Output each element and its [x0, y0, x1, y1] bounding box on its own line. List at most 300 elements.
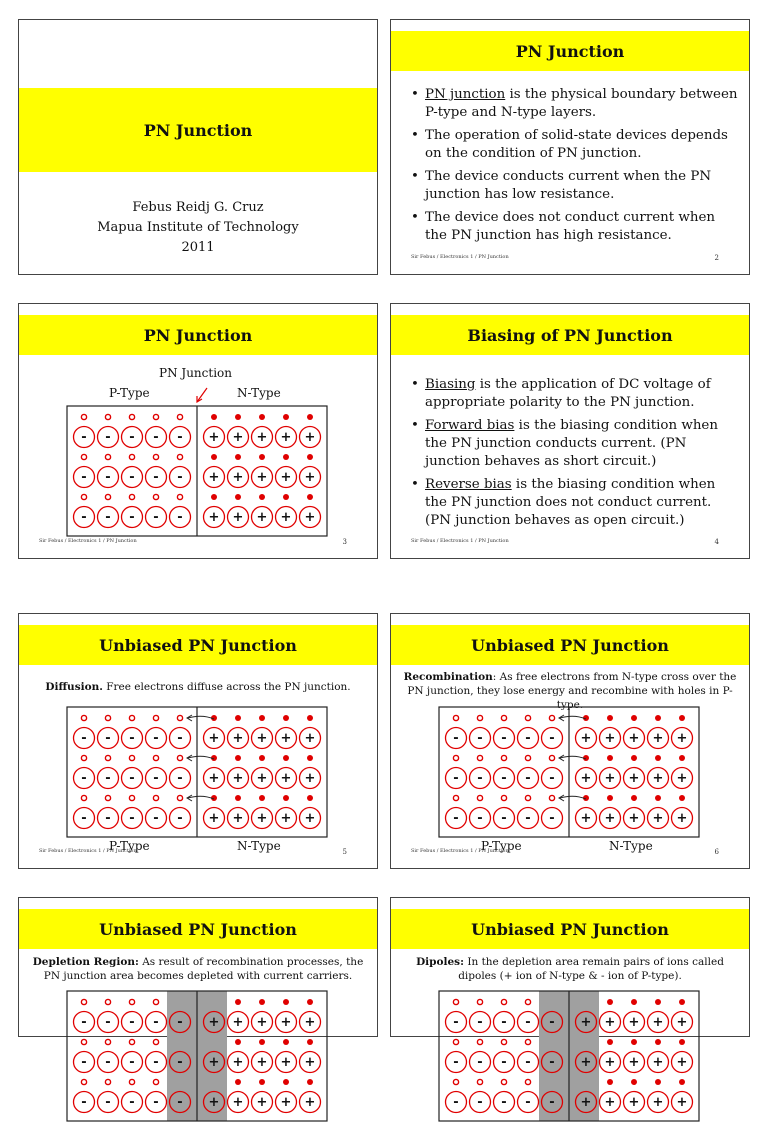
hole-carrier [477, 1079, 482, 1084]
electron-carrier [631, 1039, 637, 1045]
bullet-item: • Forward bias is the biasing condition when the PN junction conducts current. (PN junction behaves as short circuit.) [411, 417, 739, 471]
minus-sign: - [453, 1055, 459, 1070]
bullet-item: • Biasing is the application of DC voltage of appropriate polarity to the PN junction. [411, 376, 739, 412]
hole-carrier [105, 755, 110, 760]
hole-carrier [105, 1039, 110, 1044]
diffusion-arrow [188, 756, 214, 759]
junction-label: PN Junction [159, 366, 232, 380]
minus-sign: - [177, 1015, 183, 1030]
electron-carrier [235, 1079, 241, 1085]
plus-sign: + [280, 510, 292, 525]
recombination-diagram [438, 706, 700, 838]
hole-carrier [129, 795, 134, 800]
minus-sign: - [105, 510, 111, 525]
minus-sign: - [153, 1015, 159, 1030]
electron-carrier [283, 1079, 289, 1085]
hole-carrier [477, 1039, 482, 1044]
junction-arrow-icon [193, 386, 213, 406]
slide-title: PN Junction [515, 41, 625, 61]
hole-carrier [105, 414, 110, 419]
hole-carrier [153, 795, 158, 800]
hole-carrier [453, 1039, 458, 1044]
plus-sign: + [628, 1015, 640, 1030]
electron-carrier [283, 795, 289, 801]
plus-sign: + [256, 430, 268, 445]
plus-sign: + [208, 771, 220, 786]
hole-carrier [81, 414, 86, 419]
minus-sign: - [501, 731, 507, 746]
plus-sign: + [280, 731, 292, 746]
p-type-label: P-Type [481, 839, 522, 853]
slide-title-bar [391, 909, 749, 949]
plus-sign: + [676, 731, 688, 746]
electron-carrier [283, 454, 289, 460]
electron-carrier [679, 755, 685, 761]
electron-carrier [235, 1039, 241, 1045]
n-type-label: N-Type [237, 386, 281, 400]
plus-sign: + [208, 510, 220, 525]
slide-title: Unbiased PN Junction [99, 919, 297, 939]
electron-carrier [679, 1039, 685, 1045]
minus-sign: - [81, 731, 87, 746]
electron-carrier [307, 1039, 313, 1045]
hole-carrier [525, 1039, 530, 1044]
hole-carrier [81, 1079, 86, 1084]
electron-carrier [655, 795, 661, 801]
minus-sign: - [477, 1015, 483, 1030]
hole-carrier [525, 755, 530, 760]
slide-7 [18, 897, 378, 1110]
hole-carrier [453, 999, 458, 1004]
slide-title-bar [19, 315, 377, 355]
diffusion-diagram [66, 706, 328, 838]
author-block [19, 198, 377, 258]
hole-carrier [153, 999, 158, 1004]
minus-sign: - [525, 1015, 531, 1030]
electron-carrier [259, 1039, 265, 1045]
minus-sign: - [153, 1055, 159, 1070]
plus-sign: + [232, 1015, 244, 1030]
electron-carrier [283, 1039, 289, 1045]
plus-sign: + [604, 811, 616, 826]
hole-carrier [525, 715, 530, 720]
minus-sign: - [105, 430, 111, 445]
electron-carrier [211, 414, 217, 420]
minus-sign: - [525, 1055, 531, 1070]
plus-sign: + [628, 771, 640, 786]
hole-carrier [153, 454, 158, 459]
minus-sign: - [81, 811, 87, 826]
electron-carrier [283, 755, 289, 761]
minus-sign: - [177, 430, 183, 445]
minus-sign: - [549, 811, 555, 826]
hole-carrier [153, 494, 158, 499]
plus-sign: + [652, 771, 664, 786]
plus-sign: + [580, 731, 592, 746]
slide-title-bar [391, 31, 749, 71]
plus-sign: + [232, 811, 244, 826]
electron-carrier [283, 999, 289, 1005]
slide-title: PN Junction [143, 325, 253, 345]
minus-sign: - [81, 1015, 87, 1030]
minus-sign: - [453, 771, 459, 786]
electron-carrier [235, 755, 241, 761]
plus-sign: + [628, 1055, 640, 1070]
plus-sign: + [676, 771, 688, 786]
electron-carrier [307, 755, 313, 761]
hole-carrier [129, 755, 134, 760]
slide-footer: Sir Febus / Electronics 1 / PN Junction 4 [411, 538, 719, 546]
slide-6 [390, 613, 750, 869]
plus-sign: + [604, 1095, 616, 1110]
electron-carrier [235, 795, 241, 801]
minus-sign: - [105, 1095, 111, 1110]
plus-sign: + [256, 811, 268, 826]
minus-sign: - [129, 470, 135, 485]
hole-carrier [81, 795, 86, 800]
hole-carrier [177, 795, 182, 800]
minus-sign: - [525, 811, 531, 826]
hole-carrier [525, 1079, 530, 1084]
electron-carrier [283, 715, 289, 721]
electron-carrier [235, 494, 241, 500]
electron-carrier [307, 414, 313, 420]
minus-sign: - [153, 771, 159, 786]
minus-sign: - [153, 470, 159, 485]
hole-carrier [81, 494, 86, 499]
plus-sign: + [304, 1015, 316, 1030]
hole-carrier [177, 494, 182, 499]
slide-title-bar [19, 88, 377, 172]
plus-sign: + [604, 731, 616, 746]
hole-carrier [129, 414, 134, 419]
minus-sign: - [105, 771, 111, 786]
minus-sign: - [81, 510, 87, 525]
slide-title: PN Junction [143, 120, 253, 140]
minus-sign: - [129, 510, 135, 525]
electron-carrier [259, 715, 265, 721]
electron-carrier [607, 795, 613, 801]
hole-carrier [153, 414, 158, 419]
hole-carrier [501, 755, 506, 760]
plus-sign: + [304, 811, 316, 826]
minus-sign: - [105, 811, 111, 826]
plus-sign: + [232, 470, 244, 485]
electron-carrier [655, 755, 661, 761]
hole-carrier [81, 999, 86, 1004]
minus-sign: - [105, 470, 111, 485]
plus-sign: + [628, 811, 640, 826]
electron-carrier [259, 454, 265, 460]
minus-sign: - [81, 470, 87, 485]
plus-sign: + [232, 1055, 244, 1070]
dipoles-diagram [438, 990, 700, 1122]
slide-caption: Dipoles: In the depletion area remain pairs of ions called dipoles (+ ion of N-type & - ion of P-type). [416, 956, 724, 982]
minus-sign: - [153, 1095, 159, 1110]
slide-caption: Recombination: As free electrons from N-type cross over the PN junction, they lose energy and recombine with holes in P-type. [403, 671, 737, 711]
minus-sign: - [525, 731, 531, 746]
minus-sign: - [453, 1015, 459, 1030]
diffusion-arrow [560, 716, 586, 719]
hole-carrier [477, 795, 482, 800]
plus-sign: + [208, 1095, 220, 1110]
hole-carrier [525, 999, 530, 1004]
n-type-label: N-Type [609, 839, 653, 853]
minus-sign: - [453, 1095, 459, 1110]
hole-carrier [453, 755, 458, 760]
electron-carrier [655, 999, 661, 1005]
bullet-item: • Reverse bias is the biasing condition when the PN junction does not conduct current. (PN junction behaves as open circuit.) [411, 476, 739, 530]
electron-carrier [679, 999, 685, 1005]
hole-carrier [477, 755, 482, 760]
slide-title-bar [391, 625, 749, 665]
plus-sign: + [280, 1095, 292, 1110]
hole-carrier [549, 715, 554, 720]
bullet-item: • The operation of solid-state devices depends on the condition of PN junction. [411, 127, 739, 163]
plus-sign: + [256, 1095, 268, 1110]
slide-caption: Diffusion. Free electrons diffuse across the PN junction. [45, 681, 351, 693]
electron-carrier [631, 715, 637, 721]
plus-sign: + [256, 1015, 268, 1030]
hole-carrier [501, 1039, 506, 1044]
plus-sign: + [304, 510, 316, 525]
author-name: Febus Reidj G. Cruz [132, 200, 264, 215]
minus-sign: - [105, 1055, 111, 1070]
hole-carrier [453, 715, 458, 720]
electron-carrier [235, 454, 241, 460]
electron-carrier [307, 999, 313, 1005]
electron-carrier [283, 414, 289, 420]
electron-carrier [307, 454, 313, 460]
plus-sign: + [280, 470, 292, 485]
minus-sign: - [177, 510, 183, 525]
hole-carrier [549, 795, 554, 800]
plus-sign: + [280, 771, 292, 786]
minus-sign: - [525, 1095, 531, 1110]
minus-sign: - [129, 430, 135, 445]
slide-4 [390, 303, 750, 559]
electron-carrier [655, 1079, 661, 1085]
minus-sign: - [177, 731, 183, 746]
bullet-list [411, 86, 739, 250]
plus-sign: + [232, 771, 244, 786]
plus-sign: + [304, 430, 316, 445]
electron-carrier [259, 494, 265, 500]
plus-sign: + [304, 731, 316, 746]
p-type-label: P-Type [109, 839, 150, 853]
electron-carrier [211, 494, 217, 500]
plus-sign: + [256, 510, 268, 525]
hole-carrier [105, 454, 110, 459]
hole-carrier [501, 715, 506, 720]
minus-sign: - [177, 771, 183, 786]
plus-sign: + [304, 1095, 316, 1110]
hole-carrier [453, 1079, 458, 1084]
minus-sign: - [105, 1015, 111, 1030]
plus-sign: + [652, 811, 664, 826]
plus-sign: + [280, 430, 292, 445]
hole-carrier [105, 999, 110, 1004]
plus-sign: + [604, 1055, 616, 1070]
hole-carrier [501, 795, 506, 800]
plus-sign: + [580, 1015, 592, 1030]
electron-carrier [631, 755, 637, 761]
electron-carrier [307, 1079, 313, 1085]
electron-carrier [307, 715, 313, 721]
electron-carrier [235, 715, 241, 721]
diffusion-arrow [188, 716, 214, 719]
electron-carrier [679, 1079, 685, 1085]
electron-carrier [655, 1039, 661, 1045]
minus-sign: - [525, 771, 531, 786]
minus-sign: - [549, 1015, 555, 1030]
plus-sign: + [256, 1055, 268, 1070]
slide-3 [18, 303, 378, 559]
bullet-item: • PN junction is the physical boundary between P-type and N-type layers. [411, 86, 739, 122]
slide-title-bar [391, 315, 749, 355]
minus-sign: - [177, 1055, 183, 1070]
hole-carrier [105, 715, 110, 720]
slide-8 [390, 897, 750, 1110]
slide-2 [390, 19, 750, 275]
minus-sign: - [501, 771, 507, 786]
plus-sign: + [304, 771, 316, 786]
plus-sign: + [304, 1055, 316, 1070]
slide-title-bar [19, 625, 377, 665]
electron-carrier [211, 454, 217, 460]
minus-sign: - [549, 731, 555, 746]
minus-sign: - [153, 430, 159, 445]
diffusion-arrow [560, 756, 586, 759]
minus-sign: - [549, 771, 555, 786]
slide-footer: Sir Febus / Electronics 1 / PN Junction 2 [411, 254, 719, 262]
slide-1 [18, 19, 378, 275]
hole-carrier [177, 414, 182, 419]
slide-caption: Depletion Region: As result of recombination processes, the PN junction area becomes depleted with current carriers. [32, 956, 364, 982]
plus-sign: + [208, 430, 220, 445]
p-type-label: P-Type [109, 386, 150, 400]
hole-carrier [129, 715, 134, 720]
plus-sign: + [652, 731, 664, 746]
slide-title: Unbiased PN Junction [99, 635, 297, 655]
plus-sign: + [208, 1015, 220, 1030]
minus-sign: - [477, 811, 483, 826]
slide-title: Unbiased PN Junction [471, 635, 669, 655]
plus-sign: + [280, 811, 292, 826]
minus-sign: - [501, 1095, 507, 1110]
electron-carrier [307, 494, 313, 500]
hole-carrier [105, 795, 110, 800]
hole-carrier [501, 1079, 506, 1084]
electron-carrier [283, 494, 289, 500]
plus-sign: + [676, 1055, 688, 1070]
slide-footer: Sir Febus / Electronics 1 / PN Junction 6 [411, 848, 719, 856]
hole-carrier [105, 1079, 110, 1084]
hole-carrier [81, 755, 86, 760]
minus-sign: - [129, 1055, 135, 1070]
minus-sign: - [129, 731, 135, 746]
minus-sign: - [453, 811, 459, 826]
minus-sign: - [453, 731, 459, 746]
minus-sign: - [129, 811, 135, 826]
plus-sign: + [604, 1015, 616, 1030]
minus-sign: - [81, 1095, 87, 1110]
minus-sign: - [477, 1055, 483, 1070]
hole-carrier [105, 494, 110, 499]
minus-sign: - [81, 771, 87, 786]
plus-sign: + [676, 1095, 688, 1110]
hole-carrier [129, 1079, 134, 1084]
plus-sign: + [652, 1095, 664, 1110]
electron-carrier [307, 795, 313, 801]
plus-sign: + [208, 731, 220, 746]
hole-carrier [453, 795, 458, 800]
minus-sign: - [153, 510, 159, 525]
slide-footer: Sir Febus / Electronics 1 / PN Junction 5 [39, 848, 347, 856]
minus-sign: - [549, 1055, 555, 1070]
pn-junction-diagram [66, 405, 328, 537]
plus-sign: + [304, 470, 316, 485]
minus-sign: - [153, 731, 159, 746]
electron-carrier [607, 1079, 613, 1085]
electron-carrier [679, 715, 685, 721]
electron-carrier [607, 755, 613, 761]
plus-sign: + [280, 1055, 292, 1070]
minus-sign: - [105, 731, 111, 746]
minus-sign: - [501, 811, 507, 826]
electron-carrier [235, 999, 241, 1005]
diffusion-arrow [560, 796, 586, 799]
plus-sign: + [580, 1055, 592, 1070]
hole-carrier [81, 454, 86, 459]
hole-carrier [177, 454, 182, 459]
plus-sign: + [280, 1015, 292, 1030]
plus-sign: + [256, 771, 268, 786]
n-type-label: N-Type [237, 839, 281, 853]
electron-carrier [259, 999, 265, 1005]
hole-carrier [129, 494, 134, 499]
plus-sign: + [232, 510, 244, 525]
depletion-region-diagram [66, 990, 328, 1122]
hole-carrier [501, 999, 506, 1004]
slide-title-bar [19, 909, 377, 949]
plus-sign: + [580, 811, 592, 826]
minus-sign: - [129, 1095, 135, 1110]
electron-carrier [631, 1079, 637, 1085]
bullet-item: • The device does not conduct current when the PN junction has high resistance. [411, 209, 739, 245]
minus-sign: - [501, 1015, 507, 1030]
electron-carrier [631, 999, 637, 1005]
plus-sign: + [232, 430, 244, 445]
plus-sign: + [580, 1095, 592, 1110]
minus-sign: - [177, 1095, 183, 1110]
plus-sign: + [208, 470, 220, 485]
minus-sign: - [177, 811, 183, 826]
electron-carrier [655, 715, 661, 721]
minus-sign: - [477, 771, 483, 786]
plus-sign: + [256, 470, 268, 485]
plus-sign: + [676, 811, 688, 826]
electron-carrier [259, 795, 265, 801]
electron-carrier [607, 1039, 613, 1045]
hole-carrier [129, 999, 134, 1004]
plus-sign: + [232, 731, 244, 746]
electron-carrier [631, 795, 637, 801]
minus-sign: - [477, 1095, 483, 1110]
hole-carrier [153, 1039, 158, 1044]
hole-carrier [129, 454, 134, 459]
hole-carrier [525, 795, 530, 800]
